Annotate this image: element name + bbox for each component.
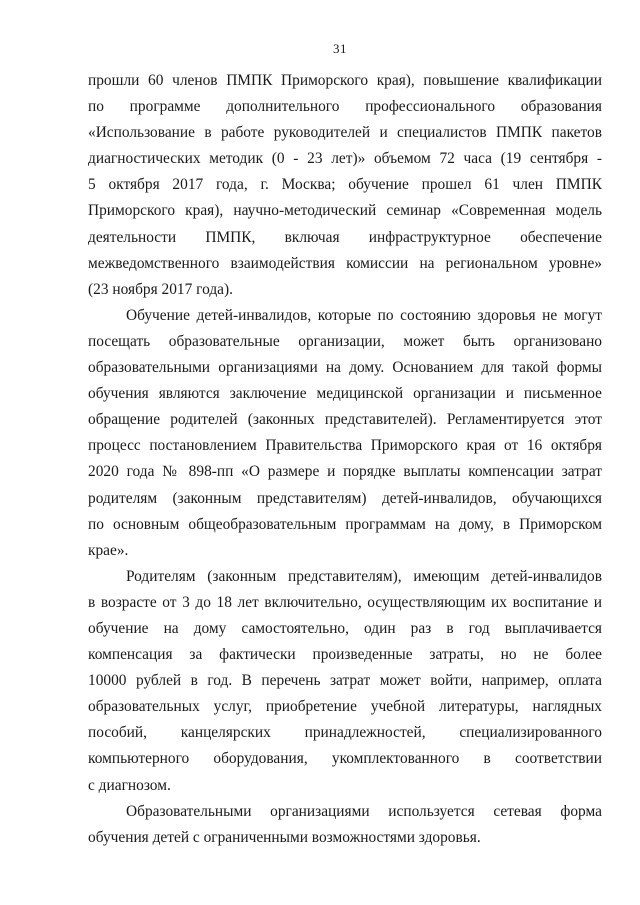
text-line: обучение на дому самостоятельно, один раз в год выплачивается bbox=[88, 619, 602, 637]
text-line: образовательными организациями на дому. Основанием для такой формы bbox=[88, 359, 602, 377]
text-line: (23 ноября 2017 года). bbox=[88, 280, 233, 298]
text-line: посещать образовательные организации, может быть организовано bbox=[88, 332, 602, 350]
text-line: деятельности ПМПК, включая инфраструктурное обеспечение bbox=[88, 228, 602, 246]
text-line: по программе дополнительного профессионального образования bbox=[88, 98, 602, 116]
text-line: «Использование в работе руководителей и специалистов ПМПК пакетов bbox=[88, 124, 602, 142]
text-line: в возрасте от 3 до 18 лет включительно, осуществляющим их воспитание и bbox=[88, 593, 602, 611]
paragraph bbox=[88, 68, 602, 303]
text-line: 10000 рублей в год. В перечень затрат может войти, например, оплата bbox=[88, 672, 602, 690]
text-line: компьютерного оборудования, укомплектованного в соответствии bbox=[88, 750, 602, 768]
text-line: родителям (законным представителям) детей-инвалидов, обучающихся bbox=[88, 489, 602, 507]
text-line: крае». bbox=[88, 541, 129, 559]
text-line: пособий, канцелярских принадлежностей, специализированного bbox=[88, 724, 602, 742]
page-number: 31 bbox=[333, 41, 347, 56]
paragraph bbox=[88, 303, 602, 564]
paragraph bbox=[88, 564, 602, 799]
text-line: 2020 года № 898-пп «О размере и порядке выплаты компенсации затрат bbox=[88, 463, 602, 481]
text-line: диагностических методик (0 - 23 лет)» объемом 72 часа (19 сентября - bbox=[88, 150, 602, 168]
text-line: образовательных услуг, приобретение учебной литературы, наглядных bbox=[88, 698, 602, 716]
text-line: прошли 60 членов ПМПК Приморского края), повышение квалификации bbox=[88, 72, 602, 89]
text-line: межведомственного взаимодействия комиссии на региональном уровне» bbox=[88, 254, 602, 272]
text-line: Образовательными организациями используется сетевая форма bbox=[126, 802, 602, 820]
text-line: обучения детей с ограниченными возможностями здоровья. bbox=[88, 828, 481, 846]
text-line: с диагнозом. bbox=[88, 776, 171, 794]
text-line: 5 октября 2017 года, г. Москва; обучение прошел 61 член ПМПК bbox=[88, 176, 602, 194]
text-line: по основным общеобразовательным программам на дому, в Приморском bbox=[88, 515, 602, 533]
text-line: обучения являются заключение медицинской организации и письменное bbox=[88, 385, 602, 403]
text-line: процесс постановлением Правительства Приморского края от 16 октября bbox=[88, 437, 602, 455]
text-line: обращение родителей (законных представителей). Регламентируется этот bbox=[88, 411, 602, 429]
text-line: Родителям (законным представителям), имеющим детей-инвалидов bbox=[126, 567, 602, 585]
paragraph bbox=[88, 799, 602, 851]
text-line: Обучение детей-инвалидов, которые по состоянию здоровья не могут bbox=[126, 306, 602, 324]
text-line: компенсация за фактически произведенные затраты, но не более bbox=[88, 646, 602, 664]
text-line: Приморского края), научно-методический семинар «Современная модель bbox=[88, 202, 602, 220]
document-body bbox=[88, 68, 602, 851]
